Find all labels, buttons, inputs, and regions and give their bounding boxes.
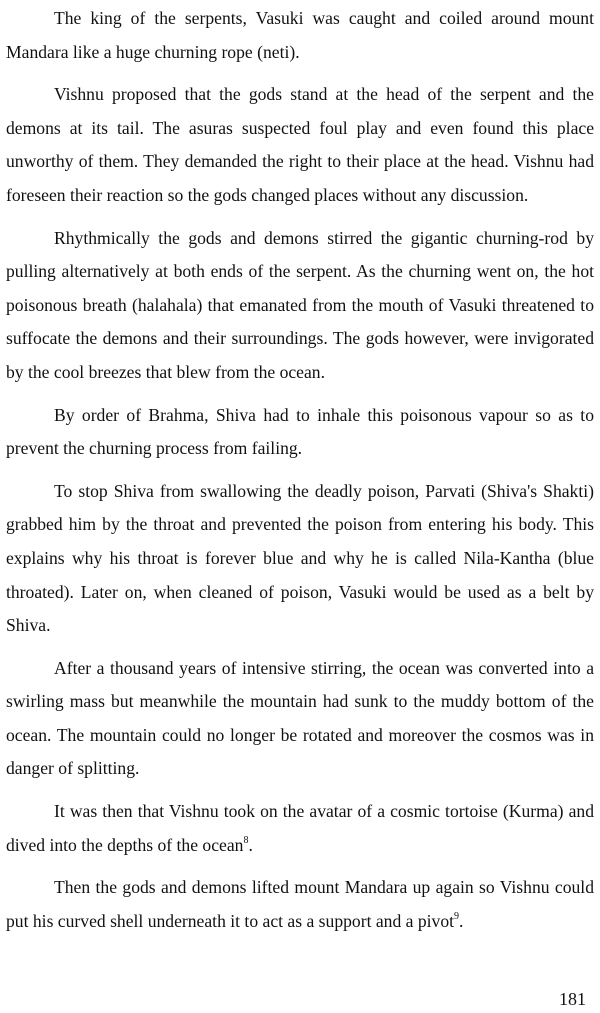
paragraph-text: It was then that Vishnu took on the avatar of a cosmic tortoise (Kurma) and dived into the depths of the ocean [6, 801, 594, 855]
paragraph-churning: Rhythmically the gods and demons stirred the gigantic churning-rod by pulling alternatively at both ends of the serpent. As the churning went on, the hot poisonous breath (halahala) that emanated from the mouth of Vasuki threatened to suffocate the demons and their surroundings. The gods however, were invigorated by the cool breezes that blew from the ocean. [6, 227, 594, 382]
paragraph-shell-pivot [6, 871, 594, 938]
paragraph-kurma-avatar [6, 795, 594, 862]
sentence-end: . [248, 834, 253, 855]
sentence-end: . [459, 910, 464, 931]
paragraph-text: Then the gods and demons lifted mount Mandara up again so Vishnu could put his curved shell underneath it to act as a support and a pivot [6, 877, 594, 931]
footnote-marker: 9 [454, 910, 460, 922]
book-page [6, 0, 594, 1013]
body-text [6, 2, 594, 938]
paragraph-head-and-tail: Vishnu proposed that the gods stand at the head of the serpent and the demons at its tail. The asuras suspected foul play and even found this place unworthy of them. They demanded the right to their place at the head. Vishnu had foreseen their reaction so the gods changed places without any discussion. [6, 84, 594, 205]
paragraph-mountain-sinks: After a thousand years of intensive stirring, the ocean was converted into a swirling mass but meanwhile the mountain had sunk to the muddy bottom of the ocean. The mountain could no longer be rotated and moreover the cosmos was in danger of splitting. [6, 657, 594, 779]
footnote-marker: 8 [243, 834, 249, 846]
paragraph-nila-kantha: To stop Shiva from swallowing the deadly poison, Parvati (Shiva's Shakti) grabbed him by the throat and prevented the poison from entering his body. This explains why his throat is forever blue and why he is called Nila-Kantha (blue throated). Later on, when cleaned of poison, Vasuki would be used as a belt by Shiva. [6, 480, 594, 636]
paragraph-shiva-inhales: By order of Brahma, Shiva had to inhale this poisonous vapour so as to prevent the churning process from failing. [6, 404, 594, 459]
page-number: 181 [559, 989, 586, 1009]
paragraph-vasuki-rope: The king of the serpents, Vasuki was caught and coiled around mount Mandara like a huge churning rope (neti). [6, 8, 594, 62]
